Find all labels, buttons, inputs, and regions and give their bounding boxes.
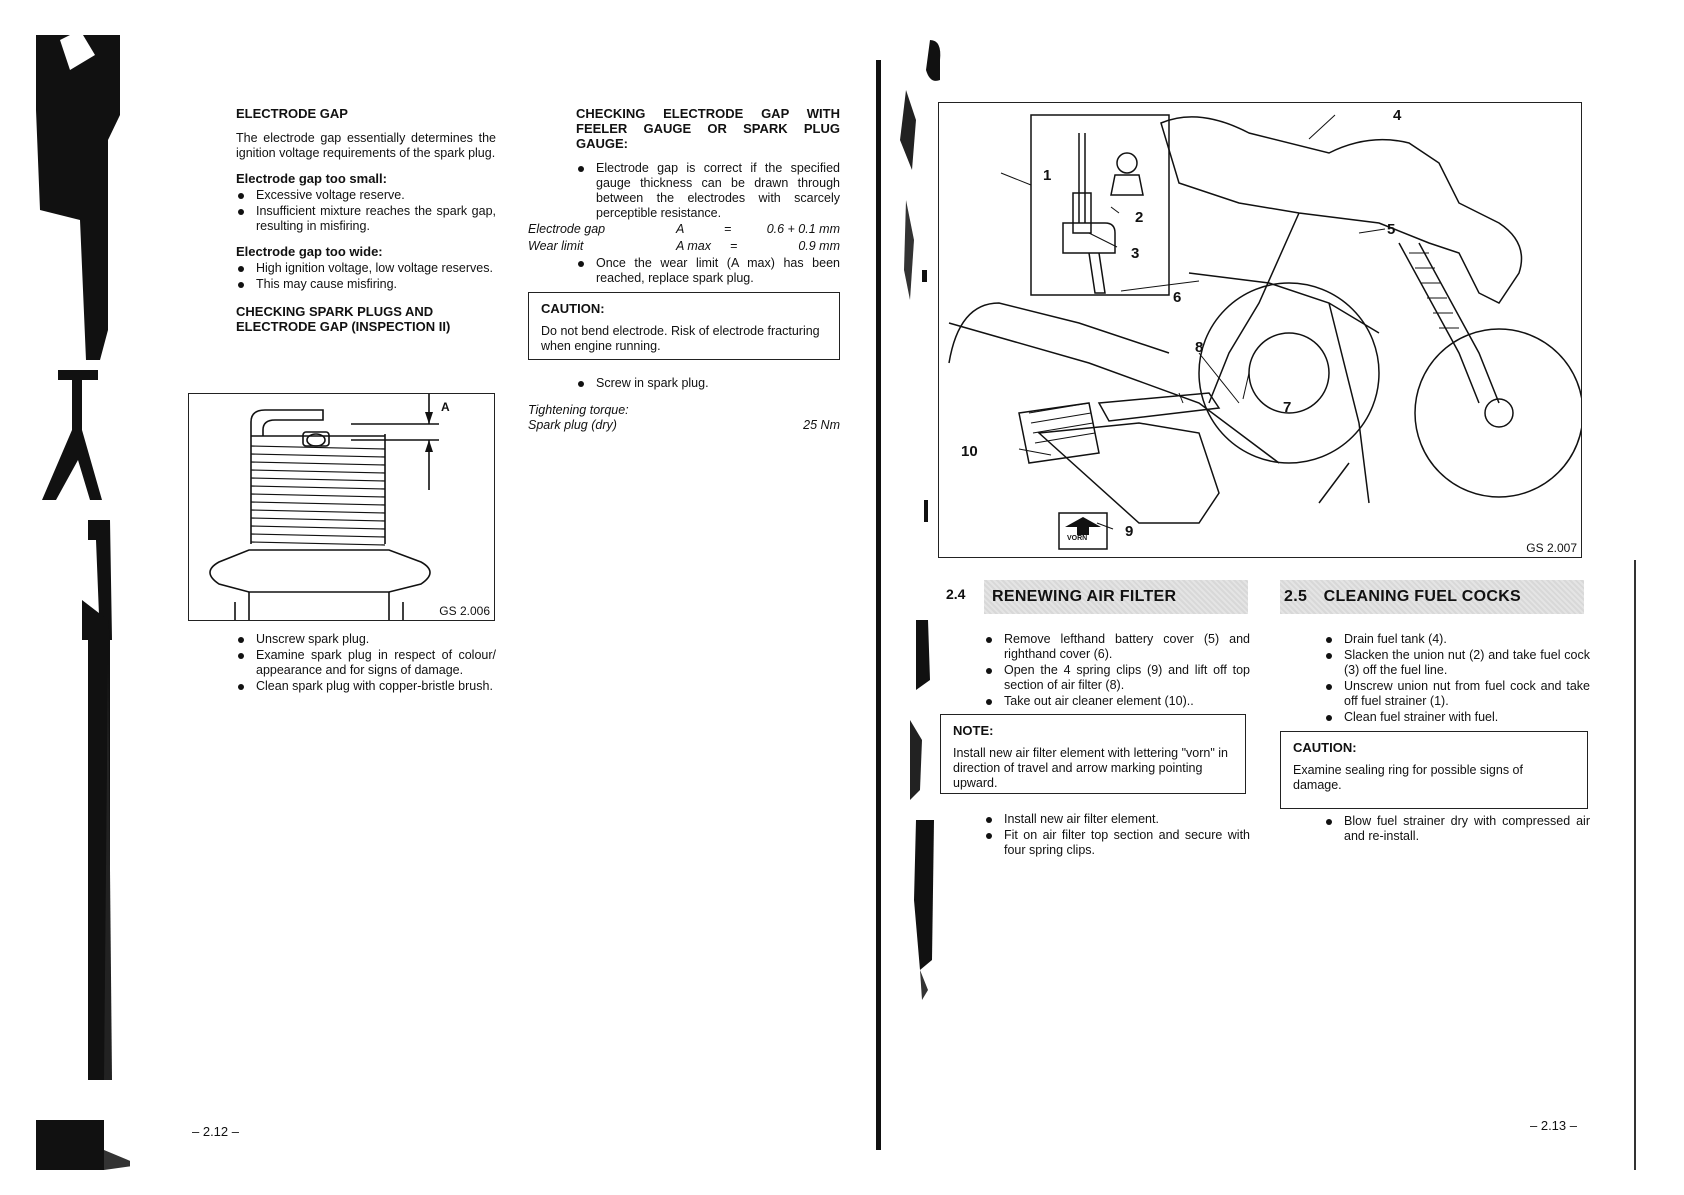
list-item: Unscrew spark plug. [236,632,496,647]
note-title: NOTE: [953,723,994,738]
right-page-edge [1634,560,1636,1170]
page-number-left: – 2.12 – [192,1124,239,1139]
list-item: Fit on air filter top section and secure with four spring clips. [984,828,1250,858]
too-wide-list [236,261,496,292]
feeler-gauge-section [576,106,840,222]
callout-2: 2 [1135,209,1144,226]
callout-5: 5 [1387,221,1396,238]
caution-text: Examine sealing ring for possible signs of damage. [1293,763,1523,792]
list-item: Remove lefthand battery cover (5) and righthand cover (6). [984,632,1250,662]
figure-caption: GS 2.007 [1526,541,1577,555]
section-2-5-number: 2.5 [1284,588,1308,605]
vorn-label: VORN [1067,535,1088,542]
list-item: Open the 4 spring clips (9) and lift off top section of air filter (8). [984,663,1250,693]
list-item: Unscrew union nut from fuel cock and take off fuel strainer (1). [1324,679,1590,709]
motorcycle-illustration [939,103,1581,557]
spec-eq: = [724,222,732,236]
spec-label: Electrode gap [528,222,606,236]
note-text: Install new air filter element with lettering "vorn" in direction of travel and arrow marking pointing upward. [953,746,1228,790]
spec-table [528,222,840,256]
list-item: This may cause misfiring. [236,277,496,292]
section-2-5-title: CLEANING FUEL COCKS [1323,588,1522,605]
list-item: Install new air filter element. [984,812,1250,827]
scan-edge-left [0,0,130,1190]
too-wide-heading: Electrode gap too wide: [236,244,383,259]
torque-label-2: Spark plug (dry) [528,418,617,432]
section-2-4-number: 2.4 [946,586,966,602]
list-item: Take out air cleaner element (10).. [984,694,1250,709]
spec-eq: = [730,239,738,253]
too-small-heading: Electrode gap too small: [236,171,387,186]
caution-title: CAUTION: [541,301,605,316]
section-2-5-header [1280,580,1584,614]
caution-text: Do not bend electrode. Risk of electrode fracturing when engine running. [541,324,820,353]
list-item: Examine spark plug in respect of colour/ appearance and for signs of damage. [236,648,496,678]
callout-7: 7 [1283,399,1292,416]
spec-row [528,222,840,239]
list-item: Blow fuel strainer dry with compressed air and re-install. [1324,814,1590,844]
motorcycle-figure [938,102,1582,558]
spark-plug-figure [188,393,495,621]
callout-10: 10 [961,443,978,460]
too-small-list [236,188,496,234]
torque-value: 25 Nm [803,418,840,432]
spec-value: 0.9 mm [798,239,840,253]
callout-8: 8 [1195,339,1204,356]
callout-4: 4 [1393,107,1402,124]
note-box [940,714,1246,794]
feeler-list-3 [576,376,840,392]
callout-3: 3 [1131,245,1140,262]
air-filter-steps-after [984,812,1250,859]
spec-row [528,239,840,256]
electrode-gap-heading: ELECTRODE GAP [236,106,348,121]
list-item: Excessive voltage reserve. [236,188,496,203]
feeler-list-1 [576,161,840,221]
page-number-right: – 2.13 – [1530,1118,1577,1133]
scan-artifact-graphic [0,0,130,1190]
feeler-list-2 [576,256,840,287]
caution-box-right [1280,731,1588,809]
list-item: Slacken the union nut (2) and take fuel cock (3) off the fuel line. [1324,648,1590,678]
callout-1: 1 [1043,167,1052,184]
air-filter-steps [984,632,1250,710]
spec-value: 0.6 + 0.1 mm [766,222,840,236]
callout-6: 6 [1173,289,1182,306]
feeler-gauge-heading: CHECKING ELECTRODE GAP WITH FEELER GAUGE OR SPARK PLUG GAUGE: [576,106,840,151]
caution-box-left [528,292,840,360]
after-figure-list [236,632,496,695]
list-item: Once the wear limit (A max) has been reached, replace spark plug. [576,256,840,286]
section-2-4-header [984,580,1248,614]
list-item: Electrode gap is correct if the specified gauge thickness can be drawn through between the electrodes with scarcely perceptible resistance. [576,161,840,221]
electrode-gap-section [236,106,496,334]
section-2-4-title: RENEWING AIR FILTER [992,588,1177,605]
spec-label: Wear limit [528,239,584,253]
fuel-cock-steps [1324,632,1590,726]
list-item: High ignition voltage, low voltage reserves. [236,261,496,276]
list-item: Clean fuel strainer with fuel. [1324,710,1590,725]
spec-symbol: A max [676,239,711,253]
dimension-label-a: A [441,400,450,414]
list-item: Screw in spark plug. [576,376,840,391]
spark-plug-illustration [189,394,494,620]
caution-title: CAUTION: [1293,740,1357,755]
checking-spark-plugs-heading: CHECKING SPARK PLUGS AND ELECTRODE GAP (INSPECTION II) [236,304,451,334]
fuel-cock-steps-after [1324,814,1590,845]
electrode-gap-intro: The electrode gap essentially determines the ignition voltage requirements of the spark plug. [236,131,496,160]
list-item: Insufficient mixture reaches the spark gap, resulting in misfiring. [236,204,496,234]
callout-9: 9 [1125,523,1134,540]
spec-symbol: A [676,222,685,236]
list-item: Clean spark plug with copper-bristle brush. [236,679,496,694]
figure-caption: GS 2.006 [439,604,490,618]
list-item: Drain fuel tank (4). [1324,632,1590,647]
torque-label-1: Tightening torque: [528,403,629,417]
